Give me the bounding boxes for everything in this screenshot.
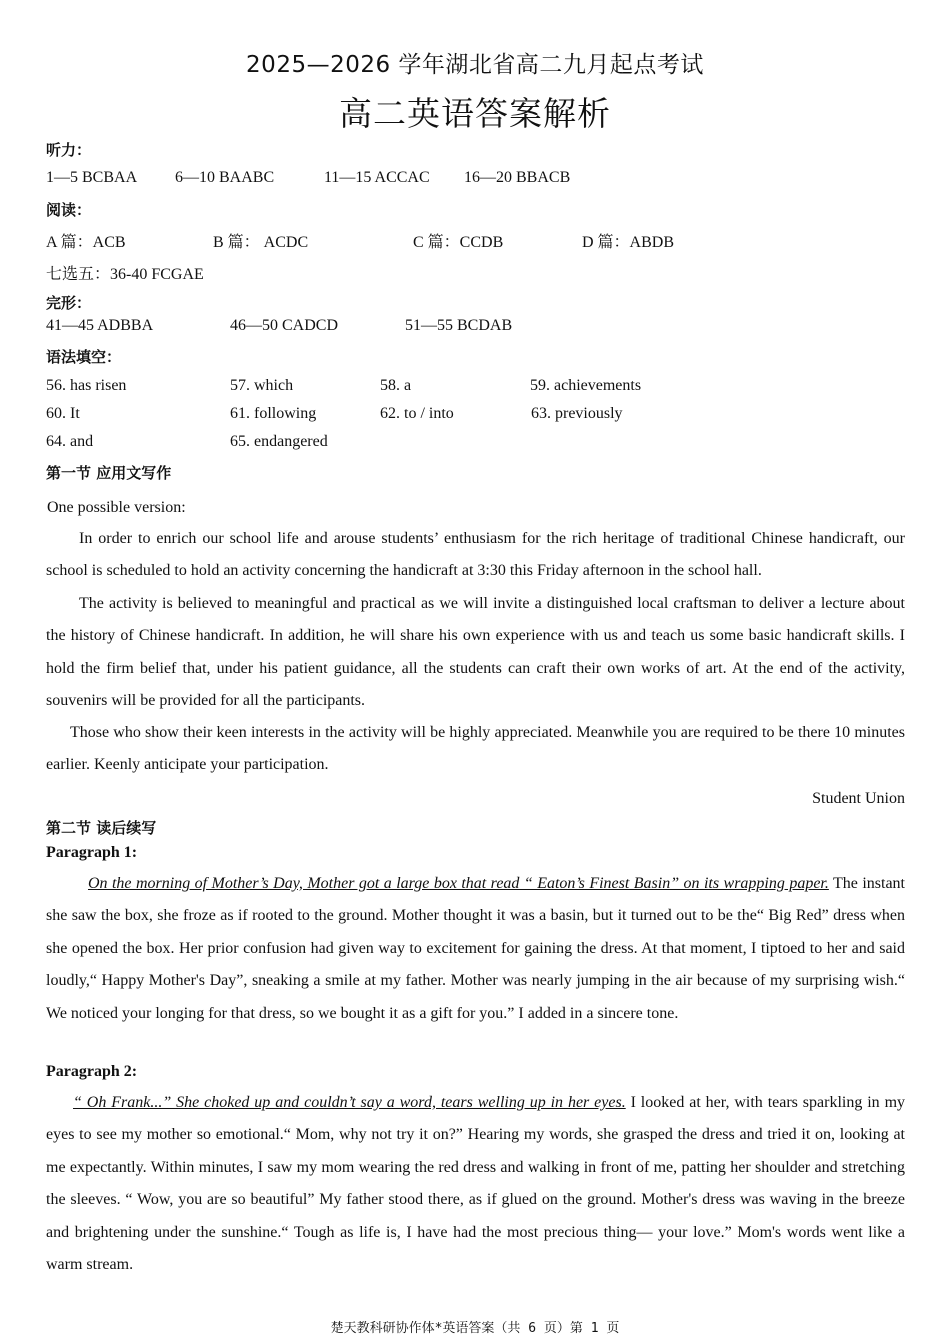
listening-answers-1: 1—5 BCBAA (46, 169, 138, 186)
essay-paragraph-1: In order to enrich our school life and arouse students’ enthusiasm for the rich heritage of traditional Chinese handicraft, our school is scheduled to hold an activity concerning the handicraft at 3:30 this Friday afternoon in the school hall. (46, 530, 905, 580)
grammar-answer-56: 56. has risen (46, 377, 127, 394)
paragraph-1-label: Paragraph 1: (46, 844, 138, 861)
document-title: 高二英语答案解析 (339, 94, 611, 133)
applied-writing-heading: 第一节 应用文写作 (46, 464, 172, 482)
grammar-answer-65: 65. endangered (230, 433, 328, 450)
story-paragraph-2 (46, 1087, 905, 1281)
seven-choose-five-answers: 七选五：36-40 FCGAE (46, 266, 204, 283)
reading-answers-a: A 篇：ACB (46, 234, 126, 251)
grammar-answer-61: 61. following (230, 405, 317, 422)
grammar-answer-57: 57. which (230, 377, 294, 394)
paragraph-2-given-opening: “ Oh Frank...” She choked up and couldn’t say a word, tears welling up in her eyes. (73, 1094, 626, 1111)
cloze-answers-2: 46—50 CADCD (230, 317, 339, 334)
grammar-answer-58: 58. a (380, 377, 412, 394)
cloze-answers-1: 41—45 ADBBA (46, 317, 154, 334)
listening-label: 听力： (46, 141, 92, 159)
essay-signature: Student Union (812, 790, 905, 807)
exam-title: 2025—2026 学年湖北省高二九月起点考试 (246, 52, 704, 78)
grammar-answer-62: 62. to / into (380, 405, 454, 422)
grammar-answer-59: 59. achievements (530, 377, 642, 394)
continuation-writing-heading: 第二节 读后续写 (46, 819, 157, 837)
essay-paragraph-2: The activity is believed to meaningful and practical as we will invite a distinguished local craftsman to deliver a lecture about the history of Chinese handicraft. In addition, he will share his own experience with us and teach us some basic handicraft skills. I hold the firm belief that, under his patient guidance, all the students can craft their own works of art. At the end of the activity, souvenirs will be provided for all the participants. (46, 595, 905, 710)
paragraph-1-body: The instant she saw the box, she froze as if rooted to the ground. Mother thought it was a basin, but it turned out to be the“ Big Red” dress when she opened the box. Her prior confusion had given way to excitement for gaining the dress. At that moment, I tiptoed to her and said loudly,“ Happy Mother's Day”, sneaking a smile at my father. Mother was nearly jumping in the air because of my surprising wish.“ We noticed your longing for that dress, so we bought it as a gift for you.” I added in a sincere tone. (46, 875, 905, 1022)
sample-intro: One possible version: (47, 499, 186, 516)
cloze-label: 完形： (46, 294, 92, 312)
story-paragraph-1 (46, 868, 905, 1030)
paragraph-1-given-opening: On the morning of Mother’s Day, Mother got a large box that read “ Eaton’s Finest Basin” on its wrapping paper. (88, 875, 829, 892)
listening-answers-3: 11—15 ACCAC (324, 169, 430, 186)
grammar-answer-60: 60. It (46, 405, 80, 422)
reading-answers-d: D 篇：ABDB (582, 234, 675, 251)
grammar-label: 语法填空： (46, 348, 122, 366)
reading-answers-b: B 篇： ACDC (213, 234, 309, 251)
grammar-answer-63: 63. previously (531, 405, 623, 422)
paragraph-2-body: I looked at her, with tears sparkling in my eyes to see my mother so emotional.“ Mom, why not try it on?” Hearing my words, she grasped the dress and tried it on, looking at me expectantly. Within minutes, I saw my mom wearing the red dress and walking in front of me, patting her shoulder and stretching the sleeves. “ Wow, you are so beautiful” My father stood there, as if glued on the ground. Mother's dress was waving in the breeze and brightening under the sunshine.“ Tough as life is, I have had the most precious thing— your love.” Mom's words went like a warm stream. (46, 1094, 906, 1274)
paragraph-2-label: Paragraph 2: (46, 1063, 138, 1080)
listening-answers-2: 6—10 BAABC (175, 169, 275, 186)
essay-paragraph-3: Those who show their keen interests in the activity will be highly appreciated. Meanwhile you are required to be there 10 minutes earlier. Keenly anticipate your participation. (46, 724, 905, 774)
reading-answers-c: C 篇：CCDB (413, 234, 504, 251)
listening-answers-4: 16—20 BBACB (464, 169, 571, 186)
cloze-answers-3: 51—55 BCDAB (405, 317, 513, 334)
grammar-answer-64: 64. and (46, 433, 94, 450)
page-footer: 楚天教科研协作体*英语答案（共 6 页）第 1 页 (330, 1321, 620, 1336)
reading-label: 阅读： (46, 201, 92, 219)
